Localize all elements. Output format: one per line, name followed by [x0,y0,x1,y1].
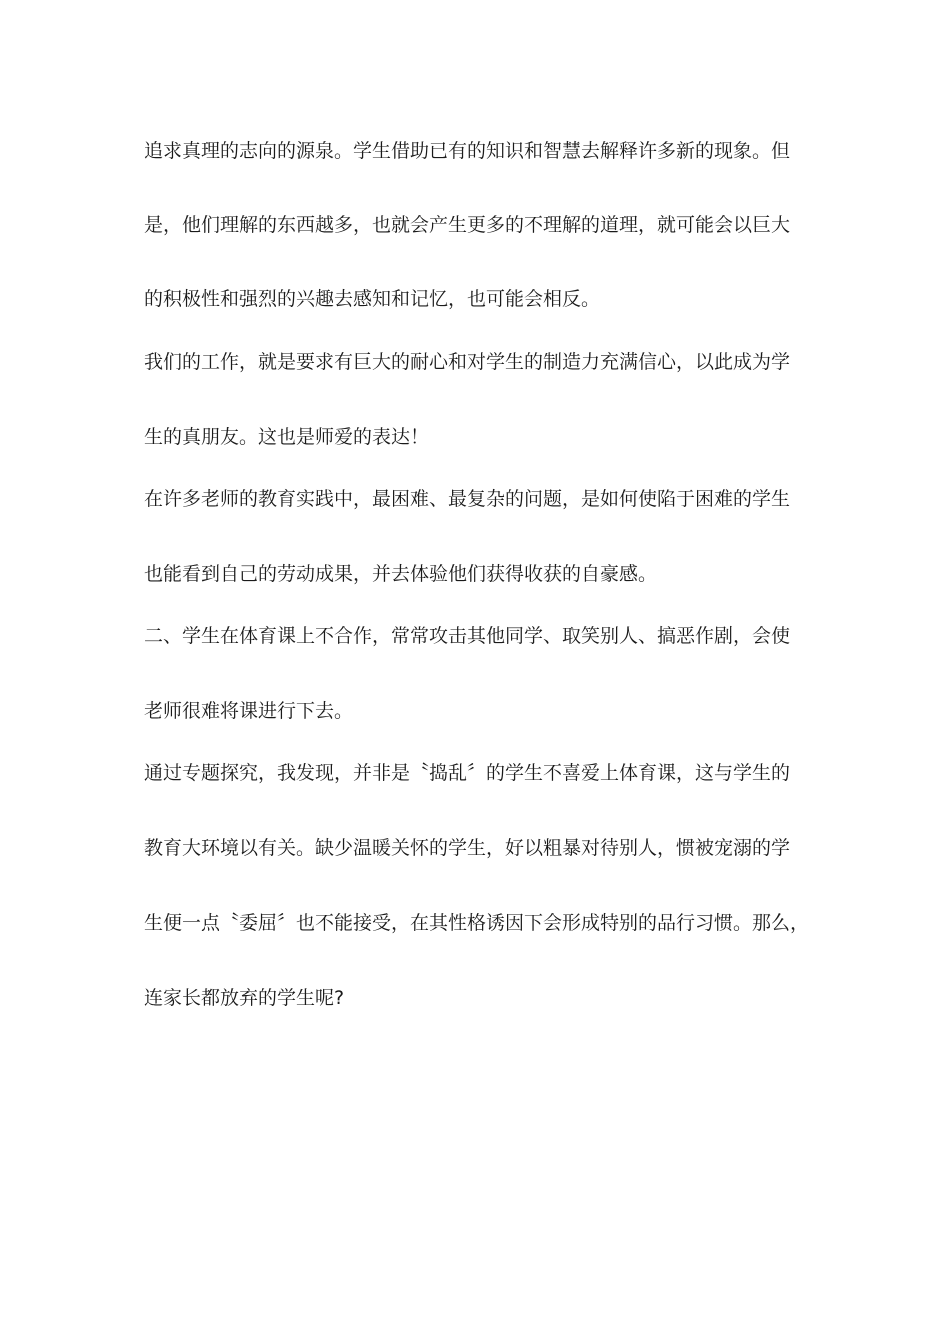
text-line: 老师很难将课进行下去。 [144,700,354,722]
text-line: 也能看到自己的劳动成果，并去体验他们获得收获的自豪感。 [144,563,658,585]
text-line: 生的真朋友。这也是师爱的表达！ [144,426,430,448]
text-line: 在许多老师的教育实践中，最困难、最复杂的问题，是如何使陷于困难的学生 [144,488,791,510]
text-line: 我们的工作，就是要求有巨大的耐心和对学生的制造力充满信心，以此成为学 [144,351,791,373]
text-line: 连家长都放弃的学生呢? [144,987,345,1009]
text-line: 二、学生在体育课上不合作，常常攻击其他同学、取笑别人、搞恶作剧，会使 [144,625,791,647]
text-line: 教育大环境以有关。缺少温暖关怀的学生，好以粗暴对待别人，惯被宠溺的学 [144,837,791,859]
text-line: 是，他们理解的东西越多，也就会产生更多的不理解的道理，就可能会以巨大 [144,214,791,236]
text-line: 追求真理的志向的源泉。学生借助已有的知识和智慧去解释许多新的现象。但 [144,140,791,162]
text-line: 生便一点〝委屈〞也不能接受，在其性格诱因下会形成特别的品行习惯。那么， [144,912,810,934]
text-line: 通过专题探究，我发现，并非是〝捣乱〞的学生不喜爱上体育课，这与学生的 [144,762,791,784]
text-line: 的积极性和强烈的兴趣去感知和记忆，也可能会相反。 [144,288,601,310]
